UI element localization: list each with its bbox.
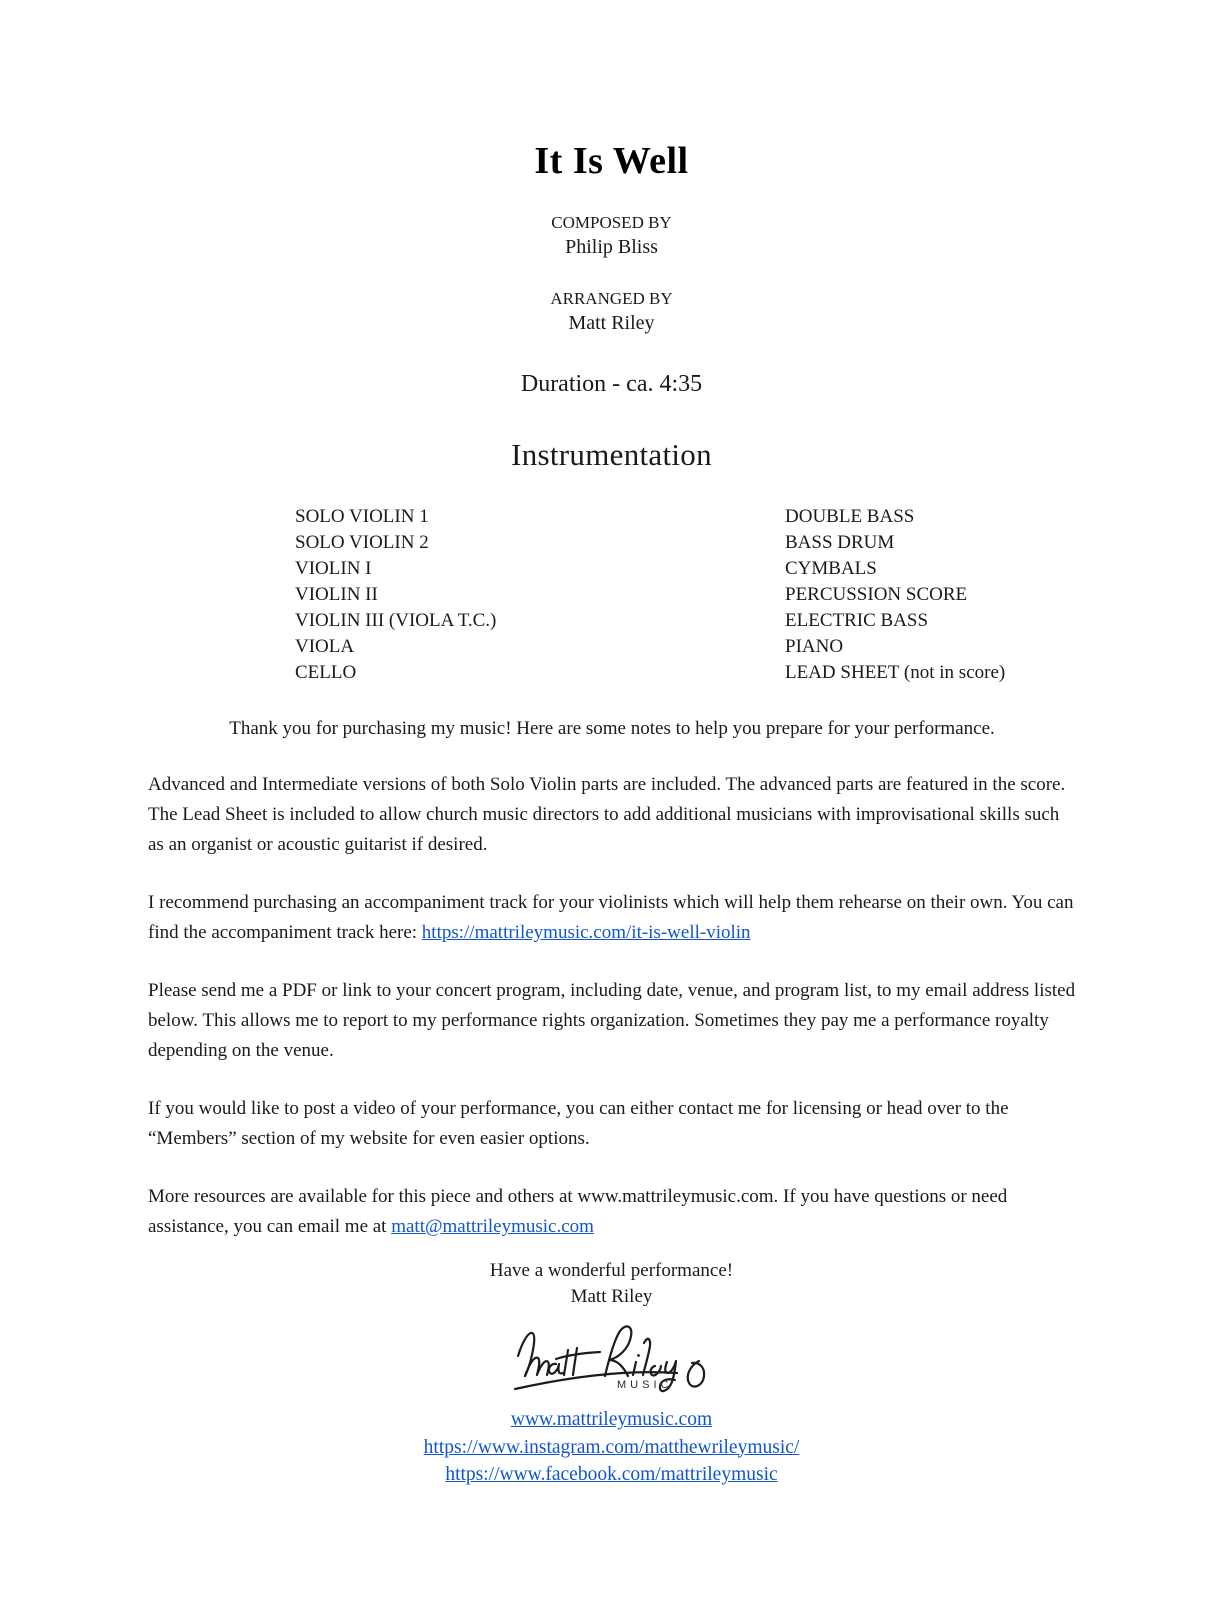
instrumentation-left-column: [295, 504, 785, 686]
instrumentation-heading: Instrumentation: [511, 437, 712, 472]
signature-stroke: [525, 1358, 549, 1376]
instrument-item: CYMBALS: [785, 558, 877, 579]
video-note: If you would like to post a video of your performance, you can either contact me for licensing or head over to the “Members” section of my website for even easier options.: [148, 1098, 1009, 1149]
accompaniment-note-text: I recommend purchasing an accompaniment track for your violinists which will help them rehearse on their own. You can find the accompaniment track here:: [148, 892, 1074, 943]
resources-note: [148, 1182, 1076, 1242]
instrument-item: PIANO: [785, 636, 844, 657]
intro-note: Thank you for purchasing my music! Here are some notes to help you prepare for your performance.: [229, 718, 995, 739]
signature-stroke: [605, 1326, 631, 1376]
closing-line: Have a wonderful performance!: [489, 1260, 734, 1281]
facebook-link[interactable]: https://www.facebook.com/mattrileymusic: [445, 1464, 778, 1485]
program-note: Please send me a PDF or link to your concert program, including date, venue, and program list, to my email address listed below. This allows me to report to my performance rights organization. Sometimes they pay me a performance royalty depending on the venue.: [148, 980, 1076, 1061]
closing-block: [148, 1258, 1075, 1398]
instrument-item: PERCUSSION SCORE: [785, 584, 968, 605]
instrument-item: LEAD SHEET (not in score): [785, 662, 1006, 683]
instrument-item: VIOLIN III (VIOLA T.C.): [295, 610, 497, 631]
versions-note: Advanced and Intermediate versions of both Solo Violin parts are included. The advanced parts are featured in the score. The Lead Sheet is included to allow church music directors to add additional musicians with improvisational skills such as an organist or acoustic guitarist if desired.: [148, 774, 1066, 855]
signature-stroke: [643, 1339, 650, 1375]
signature-stroke: [556, 1352, 600, 1359]
arranger-name: Matt Riley: [568, 312, 655, 334]
email-link[interactable]: matt@mattrileymusic.com: [391, 1216, 594, 1237]
instrumentation-right-column: [785, 504, 1005, 686]
instrument-item: SOLO VIOLIN 1: [295, 506, 429, 527]
accompaniment-note: [148, 888, 1076, 948]
composer-name: Philip Bliss: [565, 236, 658, 258]
signature-stroke: [564, 1350, 568, 1375]
music-logo-text: MUSIC: [616, 1379, 672, 1391]
signature-stroke: [573, 1348, 577, 1375]
instrument-item: SOLO VIOLIN 2: [295, 532, 429, 553]
composed-by-label: COMPOSED BY: [551, 213, 672, 232]
performance-notes: [148, 716, 1076, 1242]
arranged-by-label: ARRANGED BY: [550, 289, 673, 308]
signature-i-dot: [637, 1354, 640, 1357]
instrument-item: ELECTRIC BASS: [785, 610, 929, 631]
instrument-item: VIOLIN I: [295, 558, 372, 579]
instrumentation-lists: [148, 504, 1075, 686]
resources-note-text: More resources are available for this piece and others at www.mattrileymusic.com. If you have questions or need assistance, you can email me at: [148, 1186, 1008, 1237]
website-link[interactable]: www.mattrileymusic.com: [510, 1409, 713, 1430]
signer-name: Matt Riley: [570, 1286, 653, 1307]
footer-links: [148, 1406, 1075, 1489]
signature-stroke: [650, 1366, 660, 1375]
signature-flourish-loop: [687, 1361, 703, 1387]
signature-stroke: [518, 1333, 534, 1376]
instrument-item: CELLO: [295, 662, 357, 683]
instrument-item: DOUBLE BASS: [785, 506, 915, 527]
matt-riley-music-logo: [505, 1312, 719, 1398]
instrument-item: BASS DRUM: [785, 532, 895, 553]
accompaniment-track-link[interactable]: https://mattrileymusic.com/it-is-well-violin: [421, 922, 751, 943]
signature-stroke: [548, 1364, 562, 1374]
piece-title: It Is Well: [534, 140, 689, 182]
instrument-item: VIOLA: [295, 636, 355, 657]
duration-text: Duration - ca. 4:35: [520, 371, 703, 397]
instrument-item: VIOLIN II: [295, 584, 378, 605]
instagram-link[interactable]: https://www.instagram.com/matthewrileymusic/: [423, 1436, 800, 1458]
